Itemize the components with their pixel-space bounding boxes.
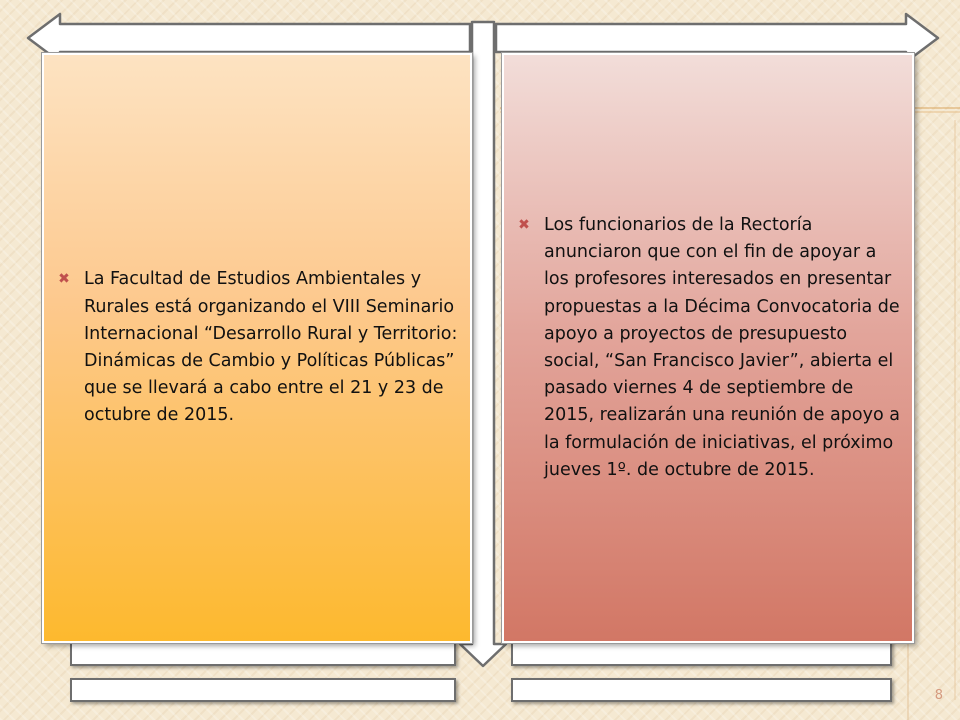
left-bullet-item xyxy=(58,266,458,429)
right-panel-text: Los funcionarios de la Rectoría anunciaron que con el fin de apoyar a los profesores interesados en presentar propuestas a la Décima Convocatoria de apoyo a proyectos de presupuesto social, “San Francisco Javier”, abierta el pasado viernes 4 de septiembre de 2015, realizarán una reunión de apoyo a la formulación de iniciativas, el próximo jueves 1º. de octubre de 2015. xyxy=(544,214,900,480)
x-mark-bullet-icon: ✖ xyxy=(518,216,530,233)
left-content-panel xyxy=(42,53,472,643)
right-content-panel xyxy=(502,53,914,643)
x-mark-bullet-icon: ✖ xyxy=(58,271,70,288)
slide-number: 8 xyxy=(934,688,943,703)
left-panel-text: La Facultad de Estudios Ambientales y Rurales está organizando el VIII Seminario Internacional “Desarrollo Rural y Territorio: Dinámicas de Cambio y Políticas Públicas” que se llevará a cabo entre el 21 y 23 de octubre de 2015. xyxy=(84,269,458,426)
right-bullet-item xyxy=(518,212,904,484)
